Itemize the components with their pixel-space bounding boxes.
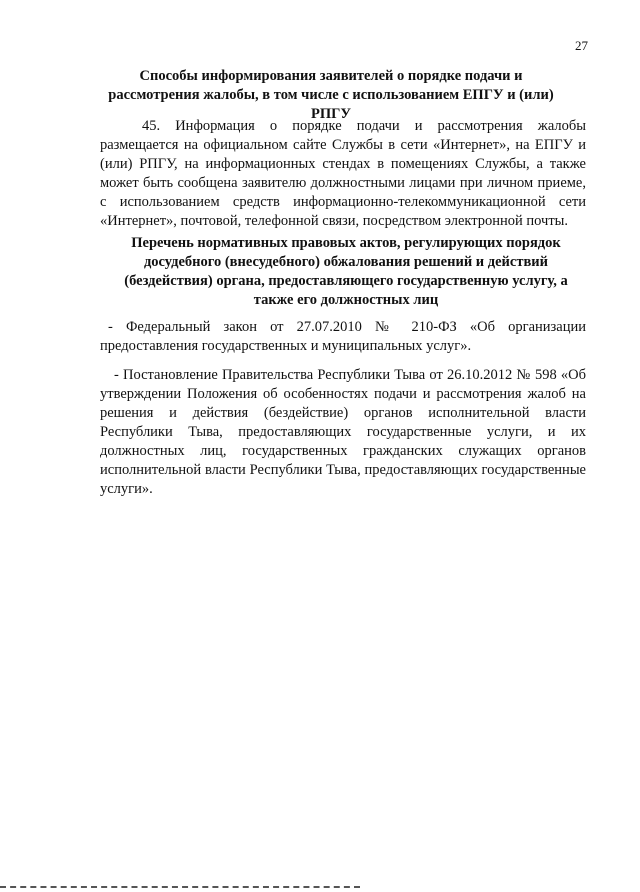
legal-act-item-federal-law: - Федеральный закон от 27.07.2010 № 210-ФЗ «Об организации предоставления государственных и муниципальных услуг». xyxy=(100,319,586,354)
legal-act-item-resolution: - Постановление Правительства Республики Тыва от 26.10.2012 № 598 «Об утверждении Положения об особенностях подачи и рассмотрения жалоб на решения и действия (бездействие) органов исполнительной власти Республики Тыва, предоставляющих государственные услуги, и их должностных лиц, государственных гражданских служащих органов исполнительной власти Республики Тыва, предоставляющих государственные услуги». xyxy=(100,367,586,497)
paragraph-45: 45. Информация о порядке подачи и рассмотрения жалобы размещается на официальном сайте Службы в сети «Интернет», на ЕПГУ и (или) РПГУ, на информационных стендах в помещениях Службы, а также может быть сообщена заявителю должностными лицами при личном приеме, с использованием средств информационно-телекоммуникационной сети «Интернет», почтовой, телефонной связи, посредством электронной почты. xyxy=(100,118,586,229)
section-heading-complaint-info: Способы информирования заявителей о порядке подачи и рассмотрения жалобы, в том числе с использованием ЕПГУ и (или) РПГУ xyxy=(108,68,554,122)
section-heading-legal-acts: Перечень нормативных правовых актов, регулирующих порядок досудебного (внесудебного) обжалования решений и действий (бездействия) органа, предоставляющего государственную услугу, а также его должностных лиц xyxy=(124,235,568,308)
scan-footer-divider xyxy=(0,886,360,888)
page-number: 27 xyxy=(575,38,588,53)
